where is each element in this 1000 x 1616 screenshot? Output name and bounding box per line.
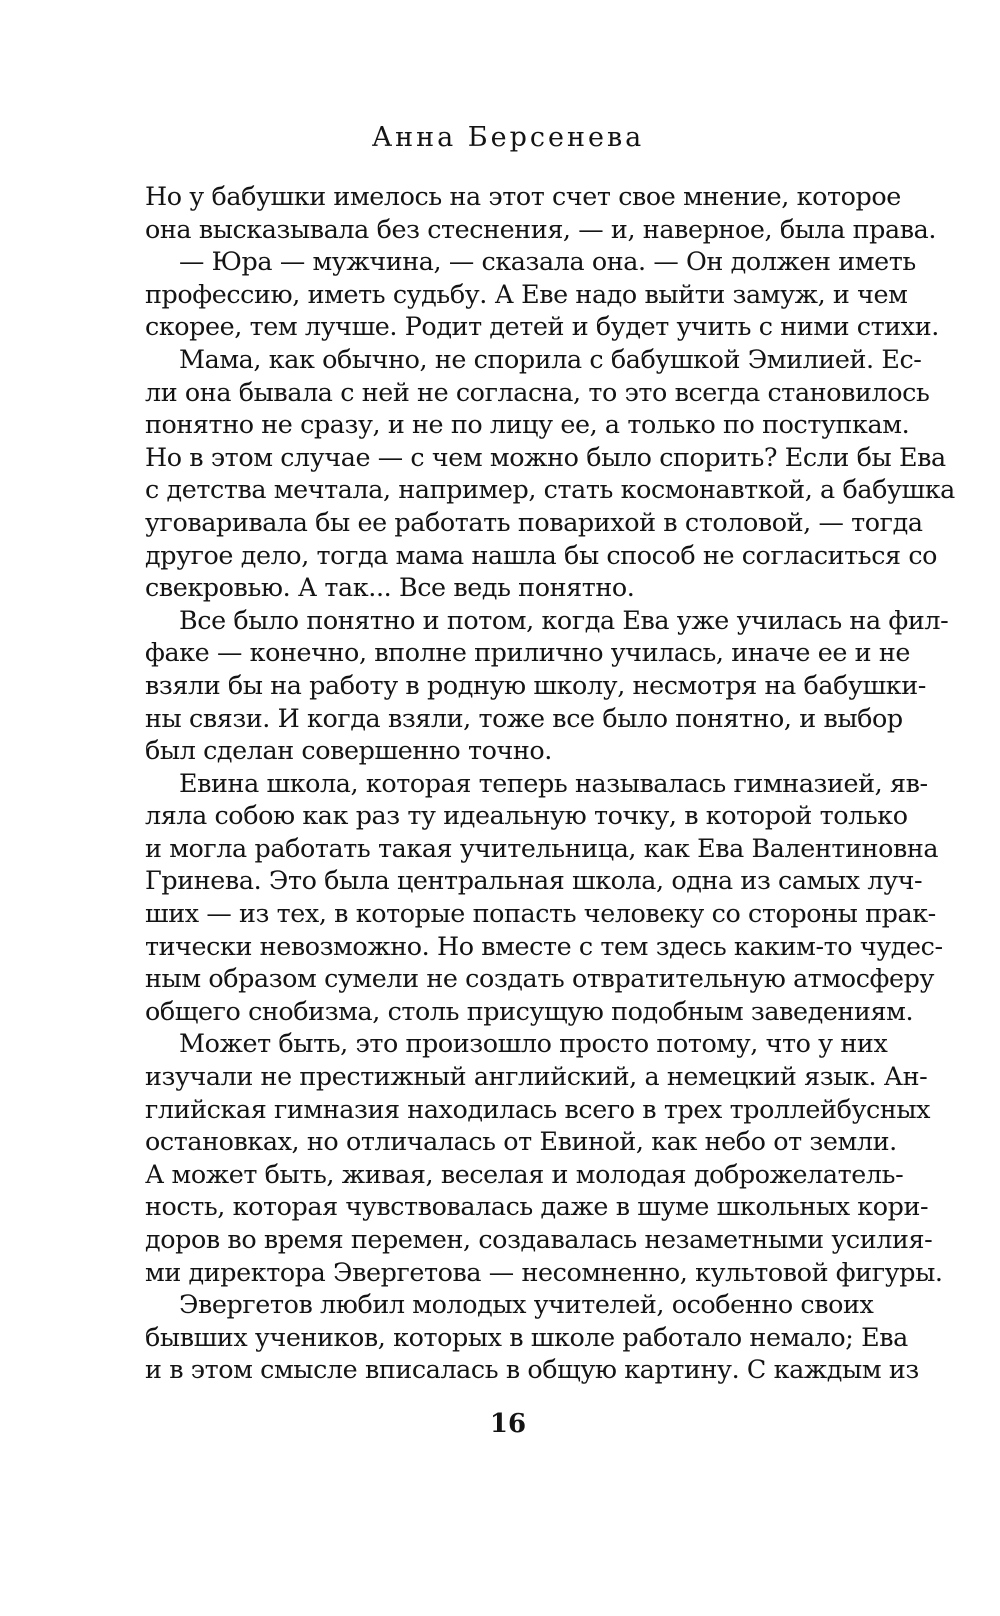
text-line: Все было понятно и потом, когда Ева уже училась на фил- xyxy=(179,604,949,635)
text-line: другое дело, тогда мама нашла бы способ не согласиться со xyxy=(145,539,938,570)
text-line: остановках, но отличалась от Евиной, как небо от земли. xyxy=(145,1126,897,1157)
text-line: доров во время перемен, создавалась незаметными усилия- xyxy=(145,1224,933,1254)
text-line: понятно не сразу, и не по лицу ее, а только по поступкам. xyxy=(145,409,910,440)
text-line: факе — конечно, вполне прилично училась, иначе ее и не xyxy=(145,637,910,668)
text-line: ми директора Эвергетова — несомненно, культовой фигуры. xyxy=(145,1256,943,1287)
text-line: изучали не престижный английский, а немецкий язык. Ан- xyxy=(145,1061,928,1092)
text-line: ли она бывала с ней не согласна, то это всегда становилось xyxy=(145,376,930,407)
text-line: глийская гимназия находилась всего в трех троллейбусных xyxy=(145,1093,931,1124)
body-text xyxy=(145,180,955,1386)
text-line: Евина школа, которая теперь называлась гимназией, яв- xyxy=(179,767,928,798)
text-line: взяли бы на работу в родную школу, несмотря на бабушки- xyxy=(145,669,926,700)
text-line: Может быть, это произошло просто потому, что у них xyxy=(179,1028,888,1059)
text-line: Но в этом случае — с чем можно было спорить? Если бы Ева xyxy=(145,441,946,472)
page-number: 16 xyxy=(489,1409,527,1439)
text-line: уговаривала бы ее работать поварихой в столовой, — тогда xyxy=(145,506,923,537)
text-line: свекровью. А так... Все ведь понятно. xyxy=(145,572,635,603)
text-line: Гринева. Это была центральная школа, одна из самых луч- xyxy=(145,865,923,896)
text-line: ны связи. И когда взяли, тоже все было понятно, и выбор xyxy=(145,702,903,733)
text-line: она высказывала без стеснения, — и, наверное, была права. xyxy=(145,213,937,244)
text-line: ших — из тех, в которые попасть человеку со стороны прак- xyxy=(145,898,936,929)
text-line: ность, которая чувствовалась даже в шуме школьных кори- xyxy=(145,1191,929,1222)
text-line: был сделан совершенно точно. xyxy=(145,735,552,766)
text-line: с детства мечтала, например, стать космонавткой, а бабушка xyxy=(145,474,955,505)
text-line: профессию, иметь судьбу. А Еве надо выйти замуж, и чем xyxy=(145,278,908,309)
text-line: и могла работать такая учительница, как Ева Валентиновна xyxy=(145,832,939,863)
text-line: ляла собою как раз ту идеальную точку, в которой только xyxy=(145,800,908,831)
text-line: — Юра — мужчина, — сказала она. — Он должен иметь xyxy=(179,246,916,277)
text-line: общего снобизма, столь присущую подобным заведениям. xyxy=(145,995,914,1026)
running-header: Анна Берсенева xyxy=(371,122,645,153)
text-line: А может быть, живая, веселая и молодая доброжелатель- xyxy=(145,1158,904,1189)
text-line: скорее, тем лучше. Родит детей и будет учить с ними стихи. xyxy=(145,311,939,342)
text-line: Но у бабушки имелось на этот счет свое мнение, которое xyxy=(145,181,901,211)
text-line: Эвергетов любил молодых учителей, особенно своих xyxy=(179,1289,874,1320)
text-line: и в этом смысле вписалась в общую картину. С каждым из xyxy=(145,1354,919,1385)
text-line: тически невозможно. Но вместе с тем здесь каким-то чудес- xyxy=(145,930,943,961)
text-line: ным образом сумели не создать отвратительную атмосферу xyxy=(145,963,935,994)
text-line: Мама, как обычно, не спорила с бабушкой Эмилией. Ес- xyxy=(179,343,922,374)
text-line: бывших учеников, которых в школе работало немало; Ева xyxy=(145,1321,908,1352)
